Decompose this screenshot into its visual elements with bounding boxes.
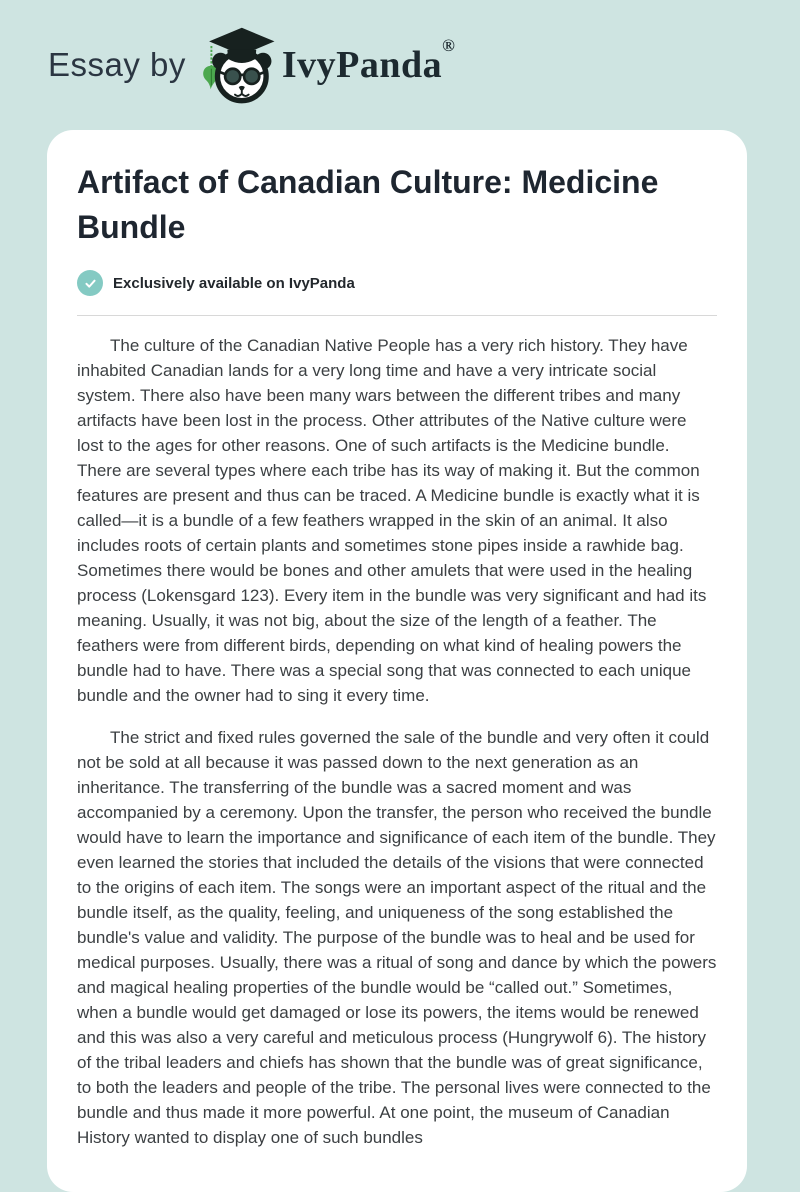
essay-card — [47, 130, 747, 1192]
brand-name: IvyPanda® — [281, 36, 456, 86]
essay-body — [77, 333, 717, 1150]
check-icon — [77, 270, 103, 296]
page-header — [0, 0, 800, 130]
ivypanda-panda-logo-icon — [200, 20, 276, 110]
divider — [77, 315, 717, 316]
essay-paragraph-1: The culture of the Canadian Native People has a very rich history. They have inhabited Canadian lands for a very long time and have a very intricate social system. There also have been many wars between the different tribes and many artifacts have been lost in the process. Other attributes of the Native culture were lost to the ages for other reasons. One of such artifacts is the Medicine bundle. There are several types where each tribe has its way of making it. But the common features are present and thus can be traced. A Medicine bundle is exactly what it is called—it is a bundle of a few feathers wrapped in the skin of an animal. It also includes roots of certain plants and sometimes stone pipes inside a rawhide bag. Sometimes there would be bones and other amulets that were used in the healing process (Lokensgard 123). Every item in the bundle was very significant and had its meaning. Usually, it was not big, about the size of the length of a feather. The feathers were from different birds, depending on what kind of healing powers the bundle had to have. There was a special song that was connected to each unique bundle and the owner had to sing it every time. — [77, 336, 707, 705]
essay-paragraph-2: The strict and fixed rules governed the sale of the bundle and very often it could not be sold at all because it was passed down to the next generation as an inheritance. The transferring of the bundle was a sacred moment and was accompanied by a ceremony. Upon the transfer, the person who received the bundle would have to learn the importance and significance of each item of the bundle. They even learned the stories that included the details of the visions that were connected to the origins of each item. The songs were an important aspect of the ritual and the bundle itself, as the quality, feeling, and uniqueness of the song established the bundle's value and validity. The purpose of the bundle was to heal and be used for medical purposes. Usually, there was a ritual of song and dance by which the powers and magical healing properties of the bundle would be “called out.” Sometimes, when a bundle would get damaged or lose its powers, the items would be renewed and this was also a very careful and meticulous process (Hungrywolf 6). The history of the tribal leaders and chiefs has shown that the bundle was of great significance, to both the leaders and people of the tribe. The personal lives were connected to the bundle and thus made it more powerful. At one point, the museum of Canadian History wanted to display one of such bundles — [77, 728, 717, 1147]
ivypanda-brand-lockup[interactable] — [200, 20, 455, 110]
essay-title: Artifact of Canadian Culture: Medicine Bundle — [77, 164, 659, 245]
registered-trademark: ® — [442, 36, 456, 56]
availability-row — [77, 270, 717, 296]
essay-by-label: Essay by — [48, 46, 186, 83]
availability-note: Exclusively available on IvyPanda — [113, 274, 355, 292]
